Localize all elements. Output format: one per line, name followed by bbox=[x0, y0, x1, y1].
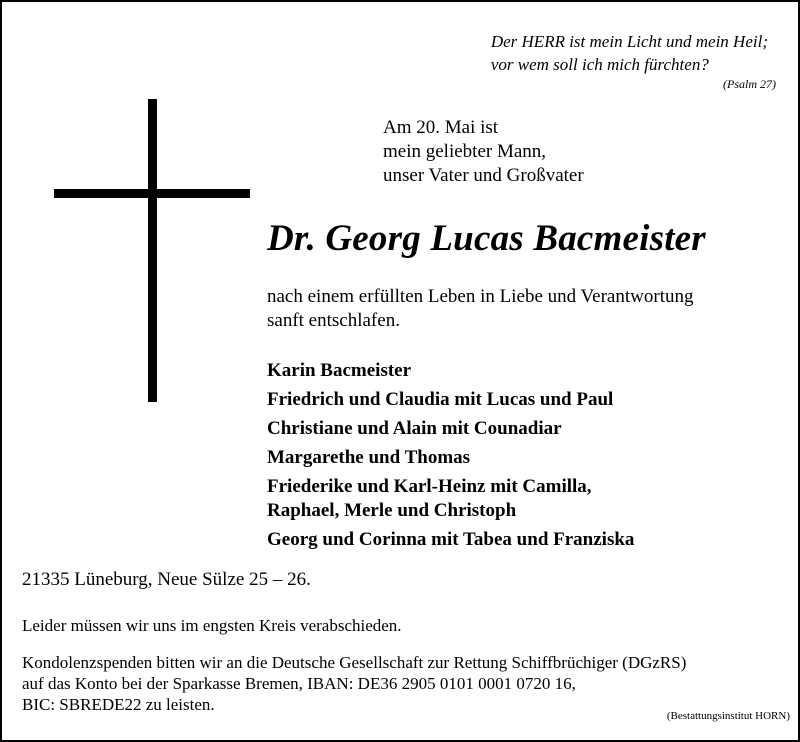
psalm-quote bbox=[491, 30, 768, 76]
intro-line-1: Am 20. Mai ist bbox=[383, 117, 499, 138]
family-entry bbox=[267, 528, 634, 552]
family-entry-line: Christiane und Alain mit Counadiar bbox=[267, 418, 562, 439]
donation-line-2: auf das Konto bei der Sparkasse Bremen, IBAN: DE36 2905 0101 0001 0720 16, bbox=[22, 674, 576, 693]
passing-line-2: sanft entschlafen. bbox=[267, 310, 400, 331]
deceased-name: Dr. Georg Lucas Bacmeister bbox=[267, 218, 706, 259]
quote-line-1: Der HERR ist mein Licht und mein Heil; bbox=[490, 32, 768, 51]
passing-text bbox=[267, 285, 693, 333]
family-entry bbox=[267, 475, 634, 523]
family-entry-line: Friederike und Karl-Heinz mit Camilla, bbox=[267, 476, 592, 497]
cross-vertical-bar bbox=[148, 99, 157, 402]
family-entry-line: Georg und Corinna mit Tabea und Franziska bbox=[267, 529, 635, 550]
undertaker-credit: (Bestattungsinstitut HORN) bbox=[666, 710, 790, 722]
latin-cross-icon bbox=[54, 99, 250, 402]
family-entry bbox=[267, 388, 634, 412]
quote-source: (Psalm 27) bbox=[723, 77, 776, 91]
family-entry bbox=[267, 417, 634, 441]
family-entry bbox=[267, 359, 634, 383]
farewell-note: Leider müssen wir uns im engsten Kreis verabschieden. bbox=[22, 616, 402, 635]
family-entry bbox=[267, 446, 634, 470]
passing-line-1: nach einem erfüllten Leben in Liebe und Verantwortung bbox=[267, 286, 694, 307]
family-entry-line: Margarethe und Thomas bbox=[267, 447, 471, 468]
intro-line-3: unser Vater und Großvater bbox=[383, 165, 584, 186]
cross-horizontal-bar bbox=[54, 189, 250, 198]
family-list bbox=[267, 359, 634, 557]
donation-line-3: BIC: SBREDE22 zu leisten. bbox=[22, 695, 215, 714]
quote-line-2: vor wem soll ich mich fürchten? bbox=[490, 55, 709, 74]
intro-line-2: mein geliebter Mann, bbox=[383, 141, 547, 162]
donation-line-1: Kondolenzspenden bitten wir an die Deutsche Gesellschaft zur Rettung Schiffbrüchiger (DGzRS) bbox=[22, 653, 687, 672]
intro-text bbox=[383, 116, 584, 188]
family-entry-line: Karin Bacmeister bbox=[267, 360, 412, 381]
family-entry-line: Friedrich und Claudia mit Lucas und Paul bbox=[267, 389, 614, 410]
address: 21335 Lüneburg, Neue Sülze 25 – 26. bbox=[22, 569, 311, 590]
family-entry-line: Raphael, Merle und Christoph bbox=[267, 500, 517, 521]
donation-note bbox=[22, 652, 686, 715]
